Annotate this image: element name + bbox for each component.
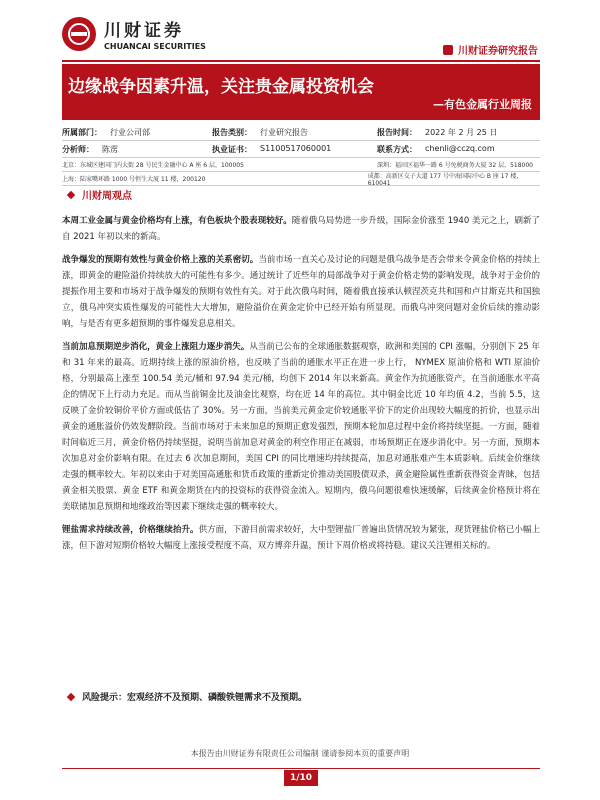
- report-subtitle: —有色金属行业周报: [433, 98, 532, 111]
- meta-row-1: [62, 124, 540, 141]
- paragraph-text: 随着俄乌局势进一步升级，国际金价涨至 1940 美元之上，刷新了自 2021 年初以来的新高。: [62, 216, 540, 242]
- address-shanghai: 上海：陆家嘴环路 1000 号恒生大厦 11 楼，200120: [62, 176, 206, 183]
- meta-row-2: [62, 141, 540, 158]
- analyst-value: 陈雳: [102, 144, 118, 154]
- footer-disclaimer: 本报告由川财证券有限责任公司编制 谨请参阅本页的重要声明: [190, 749, 410, 758]
- paragraph-lead: 锂盐需求持续改善，价格继续抬升。: [62, 525, 199, 535]
- brand-icon: [443, 45, 453, 55]
- report-meta: [62, 124, 540, 186]
- risk-text: 宏观经济不及预期、磷酸铁锂需求不及预期。: [127, 693, 308, 703]
- address-chengdu: 成都：高新区交子大道 177 号中海国际中心 B 座 17 楼，610041: [367, 172, 523, 187]
- logo-cn-text: 川财证券: [104, 21, 184, 41]
- time-label: 报告时间：: [377, 127, 417, 137]
- risk-label: 风险提示：: [82, 693, 128, 703]
- page-number: 1/10: [284, 770, 318, 786]
- header-divider: [62, 60, 540, 62]
- address-shenzhen: 深圳：福田区福华一路 6 号免税商务大厦 32 层，518000: [377, 162, 533, 169]
- paragraph-text: 从当前已公布的全球通胀数据观察，欧洲和美国的 CPI 涨幅，分别创下 25 年和 31 年来的最高。近期持续上涨的原油价格，也反映了当前的通胀水平正在进一步上行， NYMEX 原油价格和 WTI 原油价格，分别最高上涨至 100.54 美元/桶和 97.94 美元/桶，均创下 2014 年以来新高。黄金作为抗通胀资产，在当前通胀水平高企的情况下上行动力充足。而从当前铜金比及油金比观察，均在近 14 年的高位。其中铜金比近 10 年均值 4.2，当前 5.5，这反映了金价较铜价平价方面或低估了 30%。另一方面，当前美元黄金定价较通胀平价下的定价出现较大幅度的折价，也显示出黄金的通胀溢价仍效发酵阶段。当前市场对于未来加息的预期正愈发强烈，预期本轮加息过程中金价将持续坚挺。一方面，随着时间临近三月，黄金价格仍持续坚挺，说明当前加息对黄金的利空作用正在减弱，市场预期正在逐步消化中。另一方面，预期本次加息对金价影响有限。在过去 6 次加息期间，美国 CPI 的同比增速均持续提高，加息对通胀难产生本质影响。后续金价继续走强的概率较大。年初以来由于对美国高通胀和货币政策的重新定价推动美国股债双杀，黄金避险属性重新获得资金青睐，包括黄金相关股票、黄金 ETF 和黄金期货在内的投资标的获得资金流入。短期内，俄乌问题很难快速缓解，后续黄金价格预计将在美联储加息预期和地缘政治等因素下继续走强的概率较大。: [62, 342, 540, 512]
- report-body: [62, 213, 540, 561]
- title-banner: [62, 64, 540, 120]
- paragraph-lead: 本周工业金属与黄金价格均有上涨，有色板块个股表现较好。: [62, 216, 292, 226]
- dept-value: 行业公司部: [110, 127, 150, 137]
- paragraph-lead: 当前加息预期逆步消化，黄金上涨阻力逐步消失。: [62, 342, 250, 352]
- paragraph-text: 供方面，下游目前需求较好，大中型锂盐厂普遍出货情况较为紧张，现货锂盐价格已小幅上涨，但下游对短期价格较大幅度上涨接受程度不高，双方博弈升温，预计下周价格或将持稳。建议关注锂相关标的。: [62, 525, 540, 551]
- logo-icon: [62, 17, 96, 51]
- risk-warning: [68, 690, 307, 703]
- contact-label: 联系方式：: [377, 144, 417, 154]
- paragraph: [62, 339, 540, 515]
- company-logo: [62, 16, 206, 51]
- paragraph: [62, 213, 540, 245]
- section-heading: [68, 187, 132, 202]
- brand-label: [443, 42, 538, 57]
- dept-label: 所属部门：: [62, 127, 102, 137]
- address-row-2: [62, 172, 540, 186]
- paragraph-text: 当前市场一直关心及讨论的问题是俄乌战争是否会带来令黄金价格的持续上涨，即黄金的避险溢价持续放大的可能性有多少。通过统计了近些年的局部战争对于黄金价格走势的影响发现，战争对于金价的提振作用主要和市场对于战争爆发的预期有效性有关。对于此次俄乌时间，随着俄直接承认顿涅茨克共和国和卢甘斯克共和国独立，俄乌冲突实质性爆发的可能性大大增加，避险溢价在黄金定价中已经开始有所显现。而俄乌冲突问题对金价后续的推动影响，与是否有更多超预期的事件爆发息息相关。: [62, 255, 540, 329]
- diamond-bullet-icon: [67, 692, 75, 700]
- contact-value: chenli@cczq.com: [425, 143, 495, 153]
- logo-en-text: CHUANCAI SECURITIES: [104, 42, 206, 51]
- time-value: 2022 年 2 月 25 日: [425, 127, 498, 137]
- analyst-label: 分析师：: [62, 144, 94, 154]
- report-title: 边缘战争因素升温，关注贵金属投资机会: [68, 77, 374, 97]
- address-beijing: 北京：东城区建国门内大街 28 号民生金融中心 A 座 6 层，100005: [62, 162, 244, 169]
- type-label: 报告类别：: [212, 127, 252, 137]
- footer-divider: [62, 768, 540, 769]
- paragraph: [62, 252, 540, 332]
- paragraph-lead: 战争爆发的预期有效性与黄金价格上涨的关系密切。: [62, 255, 259, 265]
- paragraph: [62, 522, 540, 554]
- brand-text: 川财证券研究报告: [458, 46, 538, 57]
- cert-label: 执业证书：: [212, 144, 252, 154]
- cert-value: S1100517060001: [260, 143, 332, 153]
- diamond-bullet-icon: [67, 190, 75, 198]
- type-value: 行业研究报告: [260, 127, 308, 137]
- section-title: 川财周观点: [82, 191, 132, 202]
